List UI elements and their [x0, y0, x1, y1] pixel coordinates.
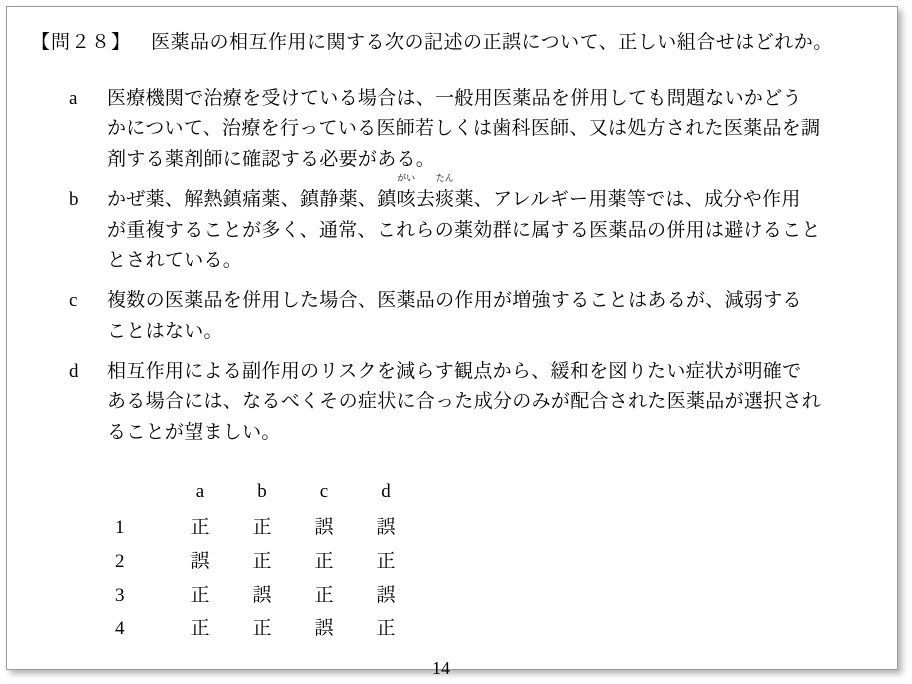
list-item: [65, 357, 869, 449]
choice-cell-b: 正: [252, 618, 272, 640]
header-b: b: [257, 480, 267, 502]
item-line: かぜ薬、解熱鎮痛薬、鎮静薬、鎮 がい 咳 去 たん 痰 薬、アレルギー用薬等では、成分や作用: [107, 185, 821, 216]
table-row[interactable]: [109, 511, 417, 545]
item-line: 剤する薬剤師に確認する必要がある。: [107, 149, 436, 171]
item-line: 複数の医薬品を併用した場合、医薬品の作用が増強することはあるが、減弱する: [107, 290, 802, 312]
table-row[interactable]: [109, 612, 417, 646]
list-item: [65, 286, 869, 348]
choice-cell-b: 正: [252, 551, 272, 573]
choice-cell-d: 誤: [376, 584, 396, 606]
choice-cell-d: 誤: [376, 517, 396, 539]
page-number: 14: [432, 657, 450, 678]
choice-cell-a: 正: [190, 618, 210, 640]
choice-number: 1: [115, 517, 125, 539]
item-label-a: a: [69, 87, 78, 109]
header-c: c: [319, 480, 329, 502]
item-line: ることが望ましい。: [107, 422, 281, 444]
item-line: が重複することが多く、通常、これらの薬効群に属する医薬品の併用は避けること: [107, 219, 821, 241]
choice-cell-c: 誤: [314, 618, 334, 640]
page-border: [6, 6, 898, 678]
header-a: a: [195, 480, 205, 502]
table-header-row: [109, 475, 417, 512]
choice-cell-c: 正: [314, 584, 334, 606]
header-blank: [109, 475, 169, 512]
item-text-a: [107, 84, 820, 176]
item-label-c: c: [69, 290, 78, 312]
list-item: [65, 172, 869, 277]
choice-cell-d: 正: [376, 618, 396, 640]
ruby-base: 咳: [396, 188, 416, 210]
ruby-reading: たん: [435, 172, 454, 183]
statement-list: [31, 84, 869, 449]
choice-number: 3: [115, 584, 125, 606]
question-number: 【問２８】: [31, 32, 132, 53]
choice-cell-a: 誤: [190, 551, 210, 573]
choice-cell-a: 正: [190, 584, 210, 606]
item-line: ある場合には、なるべくその症状に合った成分のみが配合された医薬品が選択され: [107, 391, 822, 413]
ruby-tan: [435, 172, 455, 216]
item-line: 相互作用による副作用のリスクを減らす観点から、緩和を図りたい症状が明確で: [107, 360, 802, 382]
ruby-base: 痰: [435, 188, 455, 210]
item-line: かについて、治療を行っている医師若しくは歯科医師、又は処方された医薬品を調: [107, 118, 821, 140]
header-d: d: [381, 480, 391, 502]
page-content: [7, 7, 899, 678]
choice-cell-c: 正: [314, 551, 334, 573]
choice-number: 4: [115, 618, 125, 640]
item-label-d: d: [69, 360, 79, 382]
item-text-d: [107, 357, 821, 449]
choice-cell-c: 誤: [314, 517, 334, 539]
choice-cell-b: 正: [252, 517, 272, 539]
question-text: 医薬品の相互作用に関する次の記述の正誤について、正しい組合せはどれか。: [151, 32, 833, 53]
answer-table: [109, 475, 417, 646]
item-line: 医療機関で治療を受けている場合は、一般用医薬品を併用しても問題ないかどう: [107, 87, 802, 109]
table-row[interactable]: [109, 579, 417, 613]
choice-cell-d: 正: [376, 551, 396, 573]
choice-cell-b: 誤: [252, 584, 272, 606]
item-line: ことはない。: [107, 320, 223, 342]
item-label-b: b: [69, 188, 79, 210]
table-row[interactable]: [109, 545, 417, 579]
question-heading: [31, 29, 869, 58]
answer-choices: [31, 475, 869, 646]
ruby-gai: [396, 172, 416, 216]
ruby-reading: がい: [397, 172, 416, 183]
item-line: とされている。: [107, 250, 243, 272]
choice-number: 2: [115, 551, 125, 573]
list-item: [65, 84, 869, 176]
item-text-b: [107, 172, 821, 277]
item-text-c: [107, 286, 802, 348]
choice-cell-a: 正: [190, 517, 210, 539]
